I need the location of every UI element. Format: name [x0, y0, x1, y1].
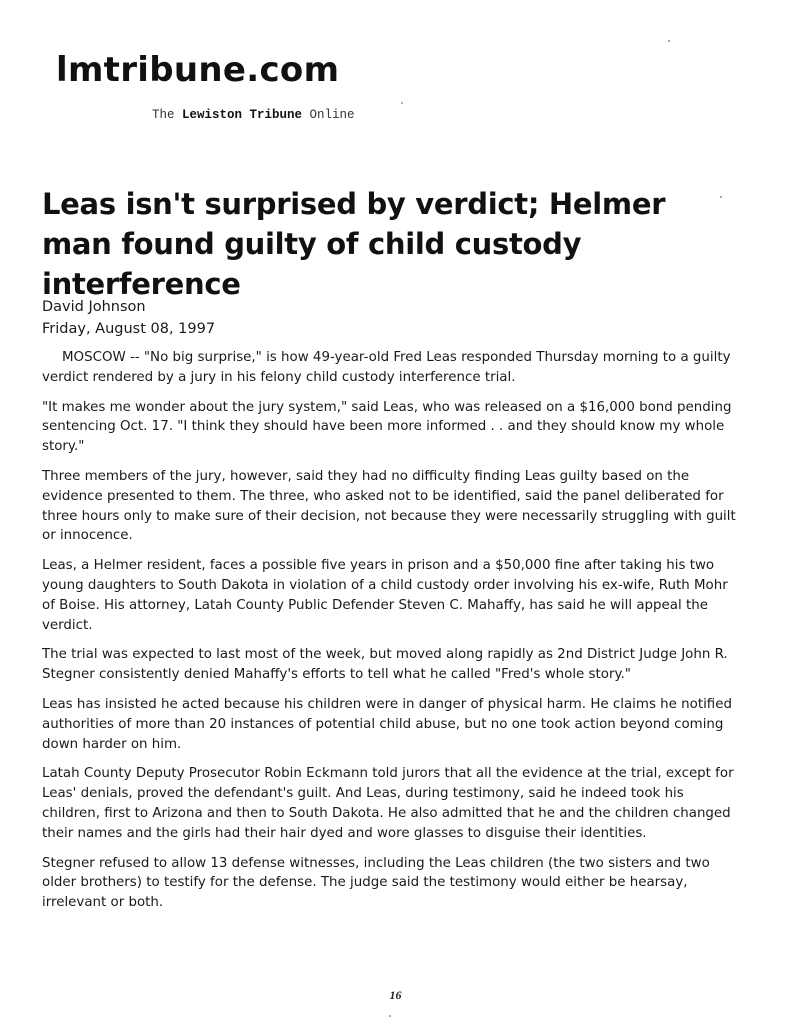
article-headline: Leas isn't surprised by verdict; Helmer man found guilty of child custody interference: [42, 187, 666, 301]
scan-speck: [389, 1015, 391, 1017]
article-paragraph: Stegner refused to allow 13 defense witnesses, including the Leas children (the two sisters and two older brothers) to testify for the defense. The judge said the testimony would either be hearsay, irrelevant or both.: [42, 855, 710, 911]
article-body: [42, 348, 742, 923]
masthead-subtitle-suffix: Online: [302, 108, 355, 122]
publish-date: Friday, August 08, 1997: [42, 321, 216, 337]
scan-speck: [401, 102, 403, 104]
scan-speck: [720, 196, 722, 198]
article-paragraph: Leas, a Helmer resident, faces a possible five years in prison and a $50,000 fine after taking his two young daughters to South Dakota in violation of a child custody order involving his ex-wife, Ruth Mohr of Boise. His attorney, Latah County Public Defender Steven C. Mahaffy, has said he will appeal the verdict.: [42, 558, 728, 633]
article-paragraph: MOSCOW -- "No big surprise," is how 49-year-old Fred Leas responded Thursday morning to a guilty verdict rendered by a jury in his felony child custody interference trial.: [42, 350, 731, 385]
article-paragraph: "It makes me wonder about the jury system," said Leas, who was released on a $16,000 bond pending sentencing Oct. 17. "I think they should have been more informed . . and they should know my whole story.": [42, 399, 732, 455]
article-paragraph: Leas has insisted he acted because his children were in danger of physical harm. He claims he notified authorities of more than 20 instances of potential child abuse, but no one took action beyond coming down harder on him.: [42, 696, 732, 752]
masthead-subtitle-prefix: The: [152, 108, 183, 122]
masthead-subtitle: [152, 108, 355, 122]
byline: [42, 296, 215, 340]
masthead-subtitle-publication: Lewiston Tribune: [182, 108, 303, 122]
article-paragraph: Three members of the jury, however, said they had no difficulty finding Leas guilty based on the evidence presented to them. The three, who asked not to be identified, said the panel deliberated for three hours only to make sure of their decision, not because they were necessarily struggling with guilt or innocence.: [42, 468, 736, 544]
article-paragraph: The trial was expected to last most of the week, but moved along rapidly as 2nd District Judge John R. Stegner consistently denied Mahaffy's efforts to tell what he called "Fred's whole story.": [42, 647, 728, 683]
page-number: 16: [389, 988, 402, 1002]
masthead-title: lmtribune.com: [56, 50, 340, 90]
scan-speck: [668, 40, 670, 42]
article-paragraph: Latah County Deputy Prosecutor Robin Eckmann told jurors that all the evidence at the trial, except for Leas' denials, proved the defendant's guilt. And Leas, during testimony, said he indeed took his children, first to Arizona and then to South Dakota. He also admitted that he and the children changed their names and the girls had their hair dyed and wore glasses to disguise their identities.: [42, 766, 734, 841]
author-name: David Johnson: [42, 299, 146, 315]
